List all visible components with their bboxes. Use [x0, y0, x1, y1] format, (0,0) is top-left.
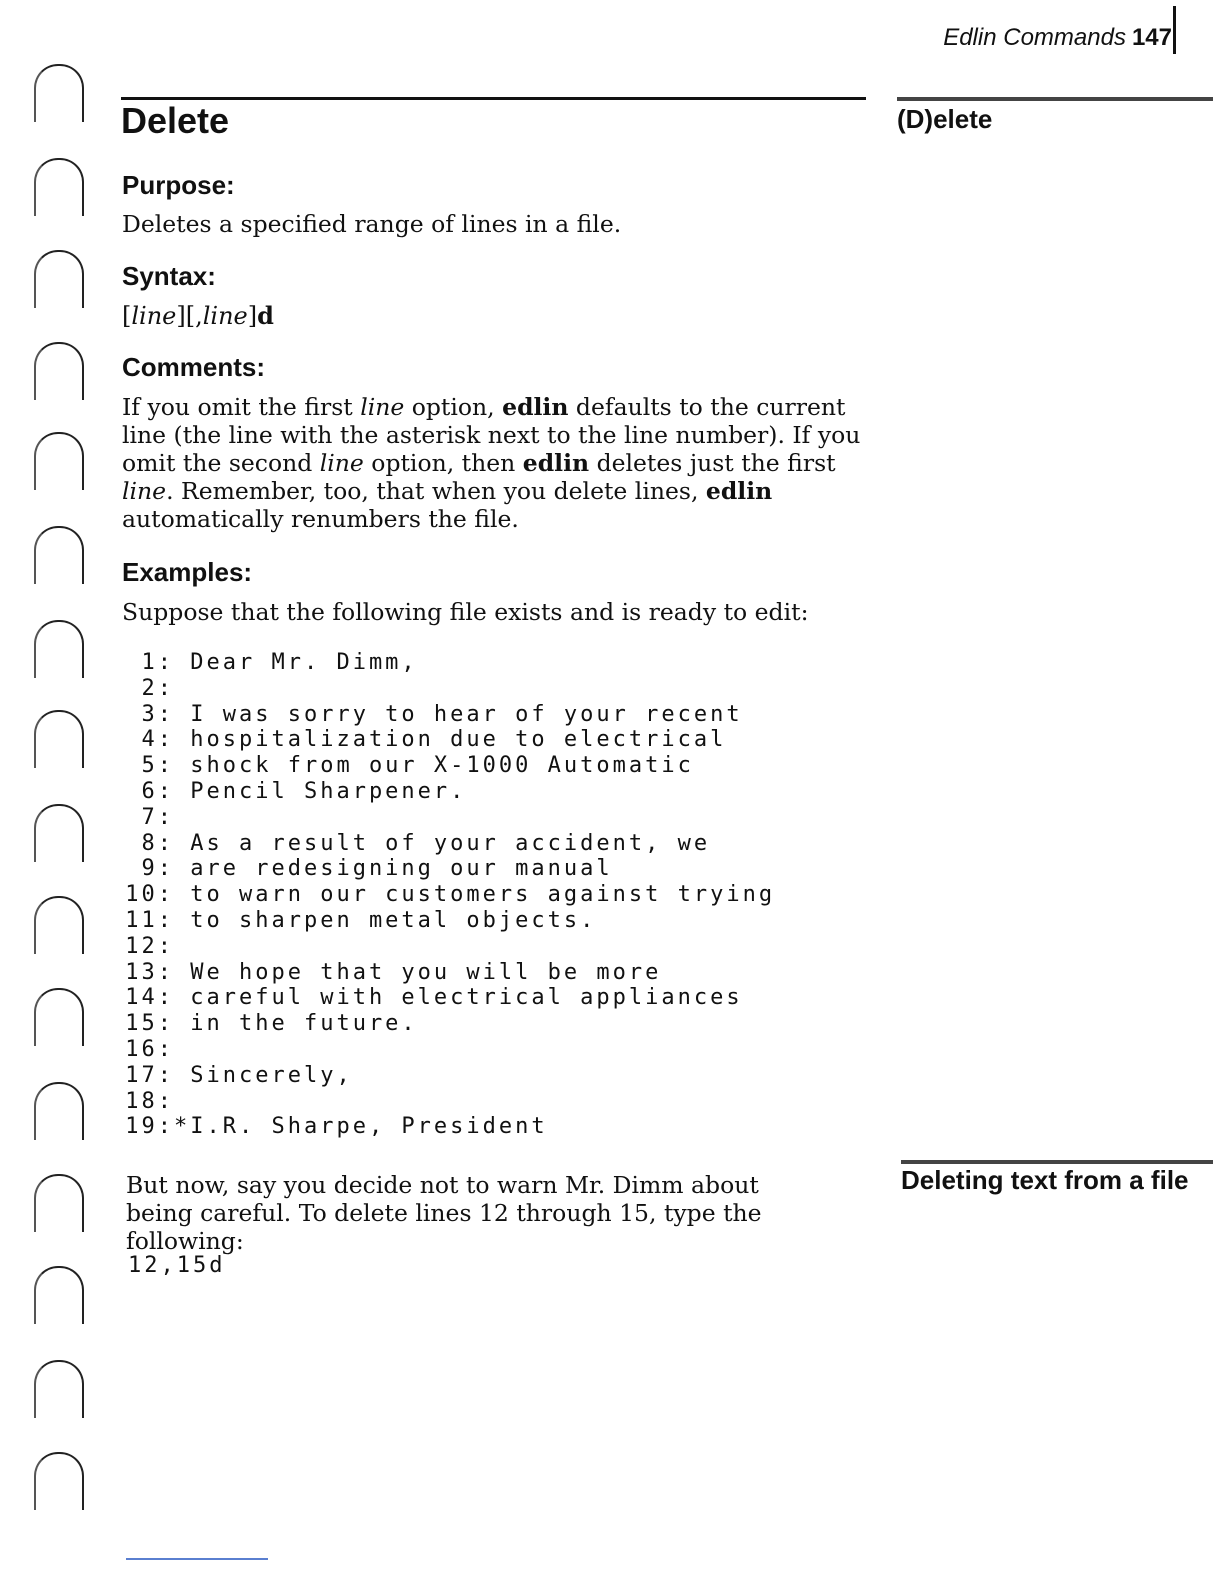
syntax-arg: line — [202, 302, 248, 330]
examples-intro: Suppose that the following file exists and is ready to edit: — [122, 598, 809, 626]
listing-line — [120, 779, 775, 805]
line-number: 11: — [125, 907, 174, 933]
examples-followup: But now, say you decide not to warn Mr. Dimm about being careful. To delete lines 12 through 15, type the following: — [126, 1171, 762, 1255]
comments-run: automatically renumbers the file. — [122, 505, 519, 533]
line-number: 7: — [141, 804, 174, 830]
binder-hole — [34, 64, 84, 122]
listing-line — [120, 831, 775, 857]
line-number: 19: — [125, 1114, 174, 1140]
binder-hole — [34, 1266, 84, 1324]
line-text: Dear Mr. Dimm, — [174, 650, 418, 675]
line-number: 15: — [125, 1011, 174, 1037]
line-text: careful with electrical appliances — [174, 985, 743, 1011]
line-number: 17: — [125, 1062, 174, 1088]
listing-line — [120, 676, 775, 702]
purpose-text: Deletes a specified range of lines in a file. — [122, 210, 622, 238]
comments-run: option, — [404, 393, 503, 421]
listing-line — [120, 805, 775, 831]
binder-hole — [34, 710, 84, 768]
binder-hole — [34, 1082, 84, 1140]
page-number: 147 — [1131, 24, 1172, 51]
line-number: 12: — [125, 933, 174, 959]
line-text: As a result of your accident, we — [174, 830, 711, 856]
listing-line — [120, 934, 775, 960]
listing-line — [120, 882, 775, 908]
comments-run: deletes just the first — [589, 449, 836, 477]
syntax-bracket: ][, — [176, 302, 203, 330]
line-text: We hope that you will be more — [174, 959, 662, 985]
line-number: 2: — [141, 675, 174, 701]
sidebar-rule-lower — [901, 1160, 1213, 1164]
page-title: Delete — [121, 100, 230, 141]
binder-hole — [34, 526, 84, 584]
syntax-line — [122, 301, 274, 330]
command-example: 12,15d — [128, 1253, 226, 1278]
line-text: *I.R. Sharpe, President — [174, 1114, 548, 1140]
syntax-command: d — [257, 301, 274, 330]
line-text: Sincerely, — [174, 1062, 353, 1088]
listing-line — [120, 1037, 775, 1063]
comments-run: option, then — [363, 449, 523, 477]
listing-line — [120, 960, 775, 986]
listing-line — [120, 650, 775, 676]
purpose-heading: Purpose: — [122, 170, 235, 200]
comments-run: defaults to the current line (the line with the asterisk next to the line number). If you omit the second — [122, 393, 861, 477]
sidebar-rule — [897, 97, 1213, 101]
listing-line — [120, 727, 775, 753]
binder-hole — [34, 804, 84, 862]
comments-bold: edlin — [705, 477, 773, 505]
line-text: to warn our customers against trying — [174, 882, 776, 908]
listing-line — [120, 1063, 775, 1089]
binder-hole — [34, 250, 84, 308]
comments-bold: edlin — [522, 449, 590, 477]
line-number: 1: — [141, 650, 174, 675]
comments-heading: Comments: — [122, 352, 266, 382]
line-text: I was sorry to hear of your recent — [174, 701, 743, 727]
line-text: in the future. — [174, 1011, 418, 1037]
line-text: to sharpen metal objects. — [174, 907, 597, 933]
comments-italic: line — [319, 449, 364, 477]
listing-line — [120, 1089, 775, 1115]
comments-run: . Remember, too, that when you delete lines, — [166, 477, 706, 505]
footer-rule — [126, 1558, 268, 1560]
binder-hole — [34, 1174, 84, 1232]
binder-hole — [34, 342, 84, 400]
line-number: 5: — [141, 753, 174, 779]
listing-line — [120, 1011, 775, 1037]
syntax-bracket: ] — [247, 302, 258, 330]
line-number: 3: — [141, 701, 174, 727]
examples-heading: Examples: — [122, 557, 253, 587]
binder-hole — [34, 988, 84, 1046]
binder-hole — [34, 1360, 84, 1418]
binder-hole — [34, 896, 84, 954]
comments-italic: line — [360, 393, 405, 421]
sidebar-command-label: (D)elete — [897, 104, 993, 134]
listing-line — [120, 702, 775, 728]
line-number: 9: — [141, 856, 174, 882]
line-number: 8: — [141, 830, 174, 856]
running-head — [900, 24, 1172, 52]
sidebar-note: Deleting text from a file — [901, 1165, 1189, 1195]
line-number: 18: — [125, 1088, 174, 1114]
listing-line — [120, 985, 775, 1011]
binder-hole — [34, 158, 84, 216]
line-text: Pencil Sharpener. — [174, 778, 467, 804]
binder-hole — [34, 1452, 84, 1510]
comments-text — [122, 393, 867, 533]
comments-run: If you omit the first — [122, 393, 361, 421]
running-head-title: Edlin Commands — [943, 24, 1126, 51]
code-listing — [120, 650, 775, 1140]
header-bar — [1173, 6, 1176, 54]
binder-hole — [34, 432, 84, 490]
line-text: shock from our X-1000 Automatic — [174, 753, 694, 779]
comments-bold: edlin — [502, 393, 569, 421]
title-rule — [121, 97, 866, 100]
syntax-bracket: [ — [122, 302, 132, 330]
comments-italic: line — [122, 477, 167, 505]
line-number: 4: — [141, 727, 174, 753]
syntax-heading: Syntax: — [122, 261, 216, 291]
listing-line — [120, 753, 775, 779]
binder-hole — [34, 620, 84, 678]
line-text: hospitalization due to electrical — [174, 727, 727, 753]
line-number: 16: — [125, 1036, 174, 1062]
line-number: 14: — [125, 985, 174, 1011]
line-number: 6: — [141, 778, 174, 804]
syntax-arg: line — [131, 302, 177, 330]
line-text: are redesigning our manual — [174, 856, 613, 882]
listing-line — [120, 908, 775, 934]
line-number: 10: — [125, 882, 174, 908]
listing-line — [120, 856, 775, 882]
line-number: 13: — [125, 959, 174, 985]
listing-line — [120, 1114, 775, 1140]
